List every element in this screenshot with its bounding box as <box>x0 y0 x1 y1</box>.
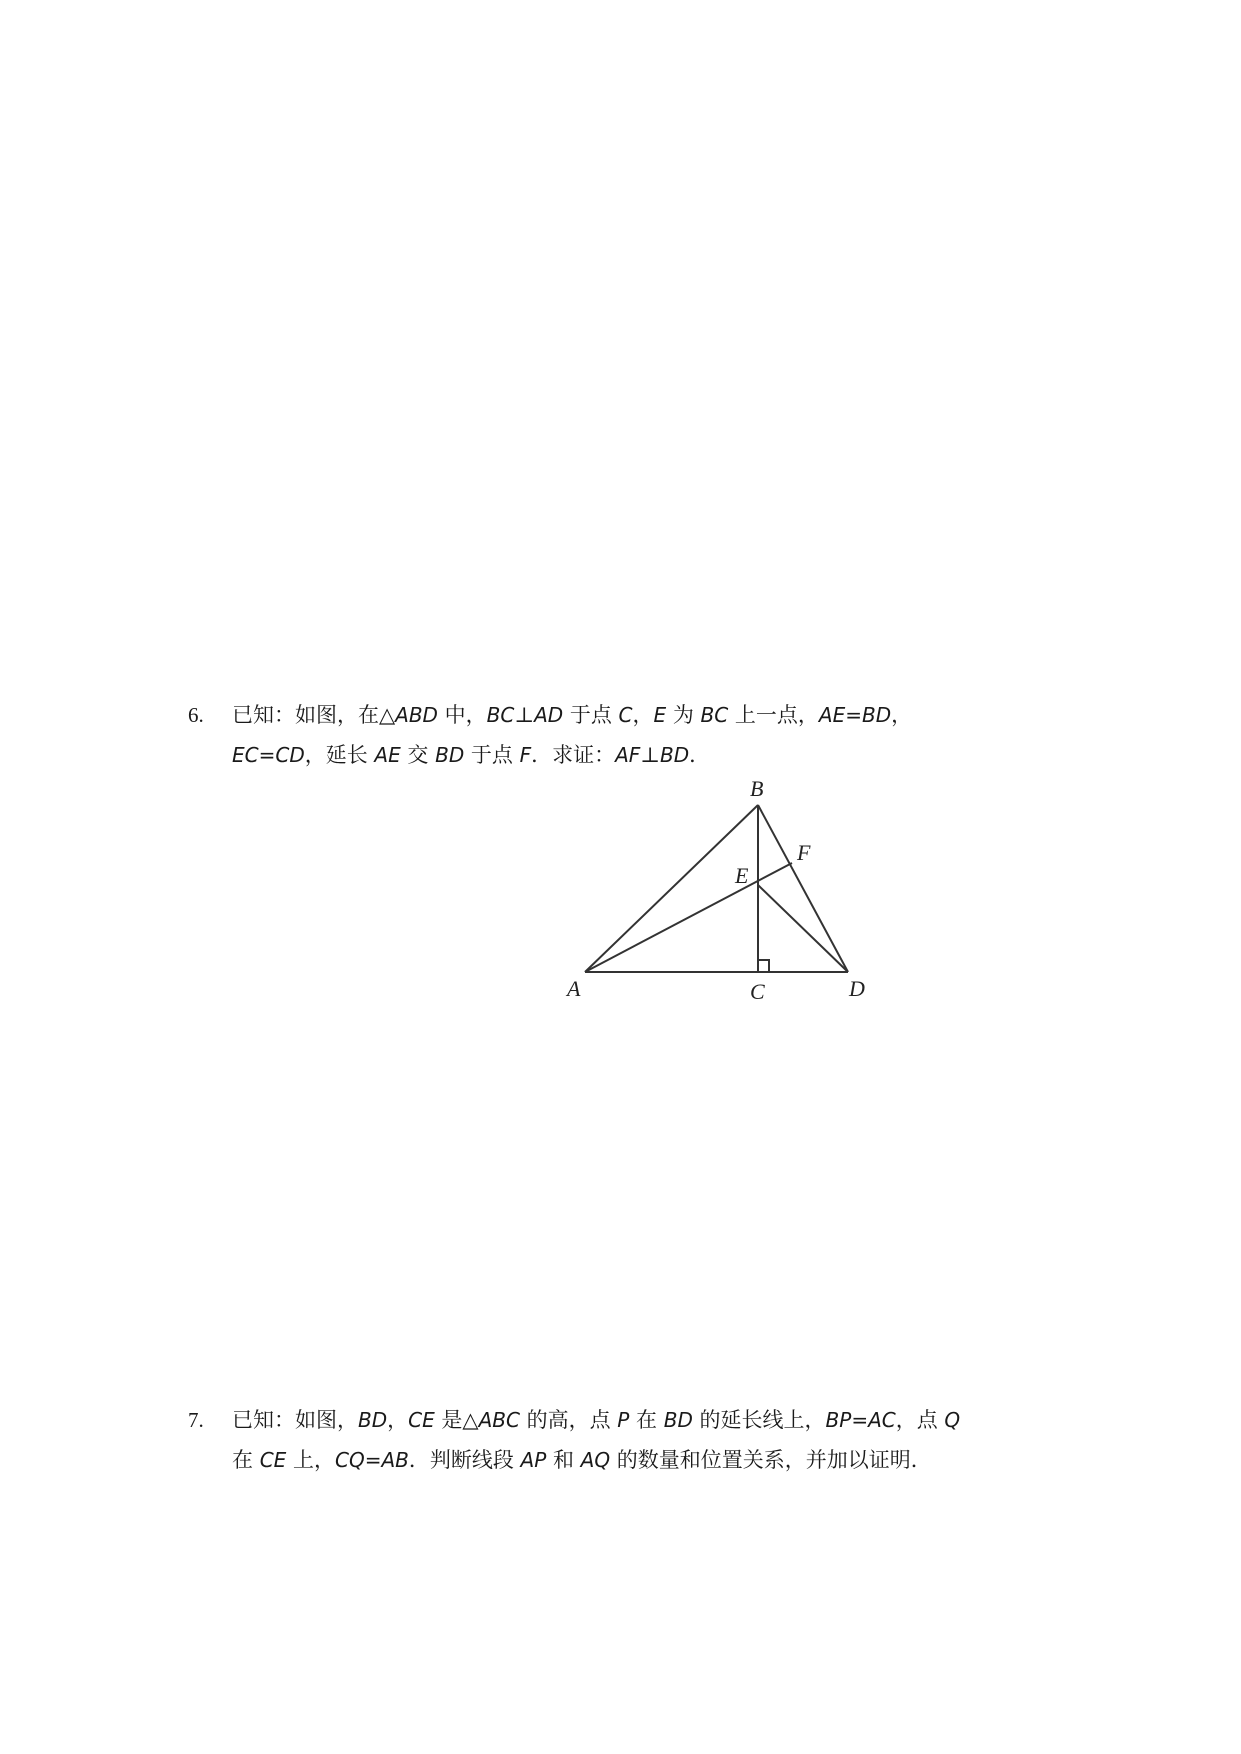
label-a: A <box>567 976 581 1001</box>
text-segment: 和 <box>546 1448 581 1472</box>
segment-af <box>585 863 792 972</box>
text-segment: ， <box>891 703 913 727</box>
math-term: BD <box>660 743 690 767</box>
text-segment: 的延长线上， <box>692 1408 826 1432</box>
text-segment: ，延长 <box>304 743 375 767</box>
problem-7 <box>188 1400 1088 1480</box>
math-term: EC=CD <box>232 743 305 767</box>
text-segment: 上一点， <box>728 703 819 727</box>
math-term: BP=AC <box>825 1408 896 1432</box>
text-segment: 是△ <box>434 1408 479 1432</box>
math-term: AP <box>520 1448 547 1472</box>
math-term: CQ=AB <box>334 1448 409 1472</box>
text-segment: ⊥ <box>514 703 535 727</box>
label-d: D <box>849 976 865 1001</box>
text-segment: ． <box>689 743 711 767</box>
math-term: AE=BD <box>818 703 892 727</box>
text-segment: 上， <box>286 1448 335 1472</box>
problem-7-line-1 <box>188 1400 1088 1440</box>
text-segment: 的数量和位置关系，并加以证明． <box>610 1448 932 1472</box>
math-term: AD <box>534 703 564 727</box>
text-segment: ⊥ <box>640 743 661 767</box>
segment-ab <box>585 805 758 972</box>
text-segment: 的高，点 <box>519 1408 618 1432</box>
label-b: B <box>750 776 764 801</box>
math-term: BD <box>663 1408 693 1432</box>
text-segment: 在 <box>629 1408 664 1432</box>
math-term: AE <box>374 743 401 767</box>
math-term: E <box>653 703 667 727</box>
problem-number: 7. <box>188 1408 204 1432</box>
math-term: BD <box>435 743 465 767</box>
text-segment: 交 <box>400 743 436 767</box>
label-c: C <box>750 979 765 1004</box>
math-term: BC <box>700 703 729 727</box>
math-term: ABC <box>478 1408 520 1432</box>
text-segment: 已知：如图，在△ <box>232 703 396 727</box>
text-segment: ，点 <box>895 1408 945 1432</box>
text-segment: 为 <box>666 703 701 727</box>
text-segment: 于点 <box>464 743 520 767</box>
math-term: Q <box>944 1408 961 1432</box>
text-segment: 中， <box>437 703 487 727</box>
math-term: BC <box>486 703 515 727</box>
problem-6-line-1 <box>188 695 1088 735</box>
math-term: BD <box>358 1408 388 1432</box>
text-segment: ．判断线段 <box>408 1448 521 1472</box>
segment-bd <box>758 805 848 972</box>
right-angle-mark <box>758 960 769 972</box>
label-e: E <box>735 863 749 888</box>
math-term: F <box>519 743 532 767</box>
math-term: AF <box>615 743 641 767</box>
text-segment: 在 <box>232 1448 260 1472</box>
problem-6 <box>188 695 1088 775</box>
problem-7-line-2 <box>188 1440 1088 1480</box>
problem-number: 6. <box>188 703 204 727</box>
math-term: AQ <box>580 1448 611 1472</box>
text-segment: 于点 <box>563 703 619 727</box>
text-segment: ， <box>387 1408 409 1432</box>
math-term: ABD <box>395 703 438 727</box>
text-segment: ， <box>632 703 654 727</box>
math-term: CE <box>408 1408 435 1432</box>
text-segment: ．求证： <box>531 743 616 767</box>
label-f: F <box>797 840 811 865</box>
math-term: P <box>617 1408 630 1432</box>
text-segment: 已知：如图， <box>232 1408 358 1432</box>
math-term: C <box>618 703 633 727</box>
segment-ed <box>758 885 848 972</box>
math-term: CE <box>259 1448 287 1472</box>
geometry-figure <box>560 768 890 1008</box>
